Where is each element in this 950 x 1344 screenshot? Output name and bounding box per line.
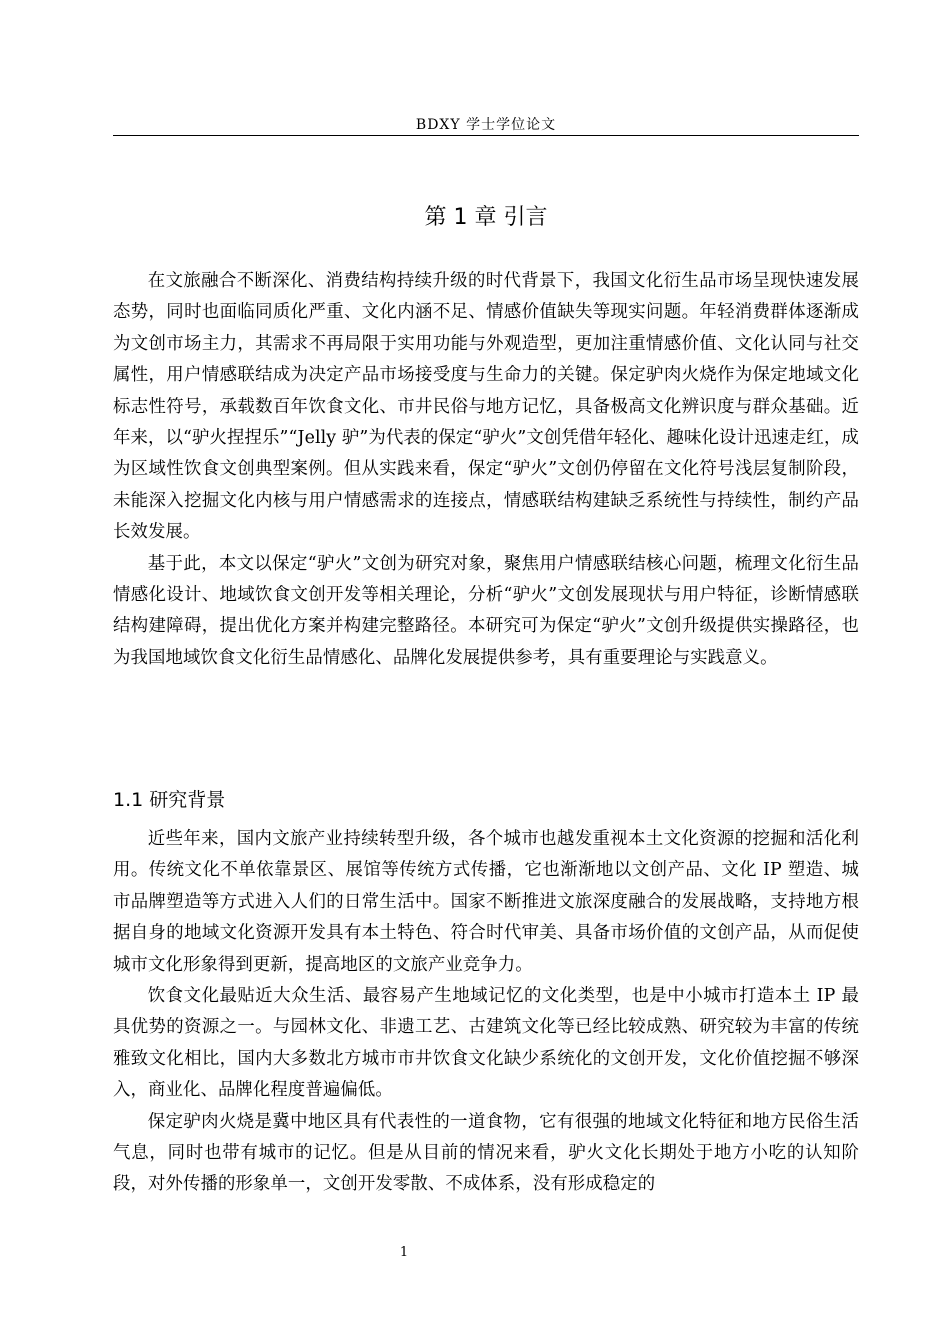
intro-text [113,266,859,674]
intro-paragraph-1: 在文旅融合不断深化、消费结构持续升级的时代背景下，我国文化衍生品市场呈现快速发展态势，同时也面临同质化严重、文化内涵不足、情感价值缺失等现实问题。年轻消费群体逐渐成为文创市场主力，其需求不再局限于实用功能与外观造型，更加注重情感价值、文化认同与社交属性，用户情感联结成为决定产品市场接受度与生命力的关键。保定驴肉火烧作为保定地域文化标志性符号，承载数百年饮食文化、市井民俗与地方记忆，具备极高文化辨识度与群众基础。近年来，以“驴火捏捏乐”“Jelly 驴”为代表的保定“驴火”文创凭借年轻化、趣味化设计迅速走红，成为区域性饮食文创典型案例。但从实践来看，保定“驴火”文创仍停留在文化符号浅层复制阶段，未能深入挖掘文化内核与用户情感需求的连接点，情感联结构建缺乏系统性与持续性，制约产品长效发展。 [113,271,859,543]
section-paragraph-2: 饮食文化最贴近大众生活、最容易产生地域记忆的文化类型，也是中小城市打造本土 IP 最具优势的资源之一。与园林文化、非遗工艺、古建筑文化等已经比较成熟、研究较为丰富的传统雅致文化相比，国内大多数北方城市市井饮食文化缺少系统化的文创开发，文化价值挖掘不够深入，商业化、品牌化程度普遍偏低。 [113,986,859,1101]
chapter-title: 第 1 章 引言 [424,205,548,230]
section-body [113,824,859,1201]
section-paragraph-1: 近些年来，国内文旅产业持续转型升级，各个城市也越发重视本土文化资源的挖掘和活化利用。传统文化不单依靠景区、展馆等传统方式传播，它也渐渐地以文创产品、文化 IP 塑造、城市品牌塑造等方式进入人们的日常生活中。国家不断推进文旅深度融合的发展战略，支持地方根据自身的地域文化资源开发具有本土特色、符合时代审美、具备市场价值的文创产品，从而促使城市文化形象得到更新，提高地区的文旅产业竞争力。 [113,829,859,975]
section-title: 1.1 研究背景 [113,789,226,811]
header-rule [113,135,859,136]
section-paragraph-3: 保定驴肉火烧是冀中地区具有代表性的一道食物，它有很强的地域文化特征和地方民俗生活气息，同时也带有城市的记忆。但是从目前的情况来看，驴火文化长期处于地方小吃的认知阶段，对外传播的形象单一，文创开发零散、不成体系，没有形成稳定的 [113,1111,859,1195]
running-header: BDXY 学士学位论文 [415,117,557,133]
page-number: 1 [399,1245,409,1260]
intro-paragraph-2: 基于此，本文以保定“驴火”文创为研究对象，聚焦用户情感联结核心问题，梳理文化衍生品情感化设计、地域饮食文创开发等相关理论，分析“驴火”文创发展现状与用户特征，诊断情感联结构建障碍，提出优化方案并构建完整路径。本研究可为保定“驴火”文创升级提供实操路径，也为我国地域饮食文化衍生品情感化、品牌化发展提供参考，具有重要理论与实践意义。 [113,553,859,668]
